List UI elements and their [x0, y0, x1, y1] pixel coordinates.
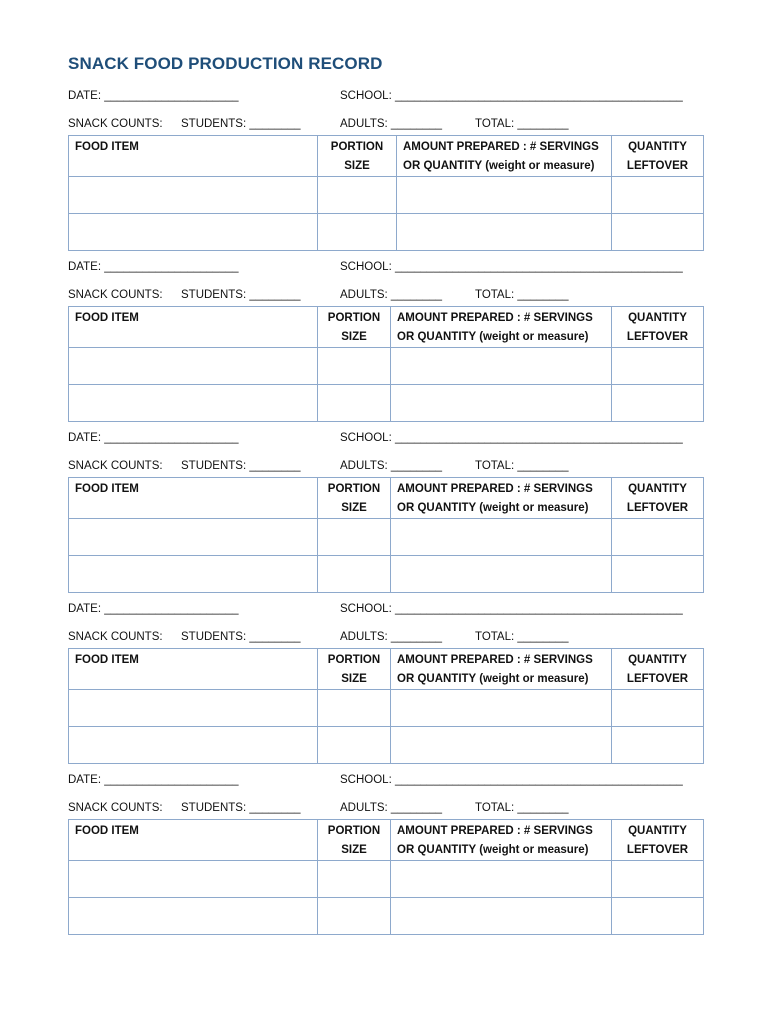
quantity-leftover-cell[interactable]	[612, 519, 704, 556]
production-table	[68, 135, 704, 251]
date-field[interactable]: DATE: _____________________	[68, 774, 239, 786]
food-item-header: FOOD ITEM	[69, 820, 318, 861]
portion-size-cell[interactable]	[318, 519, 391, 556]
food-item-header: FOOD ITEM	[69, 649, 318, 690]
production-table	[68, 477, 704, 593]
food-item-cell[interactable]	[69, 385, 318, 422]
students-field[interactable]: STUDENTS: ________	[181, 289, 301, 301]
food-item-cell[interactable]	[69, 177, 318, 214]
amount-prepared-header: AMOUNT PREPARED : # SERVINGS OR QUANTITY (weight or measure)	[391, 307, 612, 348]
portion-size-header: PORTION SIZE	[318, 820, 391, 861]
table-row	[69, 348, 704, 385]
total-field[interactable]: TOTAL: ________	[475, 631, 569, 643]
school-field[interactable]: SCHOOL: _____________________________________________	[340, 432, 683, 444]
portion-size-header: PORTION SIZE	[318, 136, 397, 177]
amount-prepared-cell[interactable]	[391, 348, 612, 385]
snack-counts-label: SNACK COUNTS:	[68, 118, 163, 130]
table-row	[69, 861, 704, 898]
table-row	[69, 898, 704, 935]
portion-size-cell[interactable]	[318, 690, 391, 727]
quantity-leftover-header: QUANTITY LEFTOVER	[612, 649, 704, 690]
total-field[interactable]: TOTAL: ________	[475, 118, 569, 130]
table-header-row	[69, 478, 704, 519]
quantity-leftover-cell[interactable]	[612, 214, 704, 251]
snack-counts-label: SNACK COUNTS:	[68, 460, 163, 472]
portion-size-header: PORTION SIZE	[318, 478, 391, 519]
quantity-leftover-cell[interactable]	[612, 348, 704, 385]
portion-size-cell[interactable]	[318, 177, 397, 214]
record-section	[0, 259, 770, 431]
quantity-leftover-cell[interactable]	[612, 690, 704, 727]
adults-field[interactable]: ADULTS: ________	[340, 460, 443, 472]
date-field[interactable]: DATE: _____________________	[68, 603, 239, 615]
quantity-leftover-cell[interactable]	[612, 727, 704, 764]
snack-counts-label: SNACK COUNTS:	[68, 802, 163, 814]
food-item-header: FOOD ITEM	[69, 307, 318, 348]
quantity-leftover-cell[interactable]	[612, 861, 704, 898]
students-field[interactable]: STUDENTS: ________	[181, 631, 301, 643]
table-row	[69, 727, 704, 764]
food-item-cell[interactable]	[69, 348, 318, 385]
school-field[interactable]: SCHOOL: _____________________________________________	[340, 603, 683, 615]
table-row	[69, 177, 704, 214]
production-table	[68, 819, 704, 935]
portion-size-cell[interactable]	[318, 556, 391, 593]
production-table	[68, 306, 704, 422]
table-header-row	[69, 307, 704, 348]
adults-field[interactable]: ADULTS: ________	[340, 802, 443, 814]
production-table	[68, 648, 704, 764]
portion-size-header: PORTION SIZE	[318, 649, 391, 690]
amount-prepared-cell[interactable]	[391, 861, 612, 898]
quantity-leftover-cell[interactable]	[612, 556, 704, 593]
school-field[interactable]: SCHOOL: _____________________________________________	[340, 90, 683, 102]
table-row	[69, 214, 704, 251]
date-field[interactable]: DATE: _____________________	[68, 432, 239, 444]
students-field[interactable]: STUDENTS: ________	[181, 118, 301, 130]
record-section	[0, 772, 770, 944]
table-row	[69, 385, 704, 422]
portion-size-cell[interactable]	[318, 727, 391, 764]
quantity-leftover-header: QUANTITY LEFTOVER	[612, 820, 704, 861]
food-item-header: FOOD ITEM	[69, 136, 318, 177]
table-header-row	[69, 820, 704, 861]
record-section	[0, 430, 770, 602]
food-item-cell[interactable]	[69, 690, 318, 727]
amount-prepared-header: AMOUNT PREPARED : # SERVINGS OR QUANTITY (weight or measure)	[391, 649, 612, 690]
amount-prepared-cell[interactable]	[391, 898, 612, 935]
amount-prepared-cell[interactable]	[391, 727, 612, 764]
food-item-cell[interactable]	[69, 519, 318, 556]
amount-prepared-cell[interactable]	[391, 385, 612, 422]
portion-size-cell[interactable]	[318, 385, 391, 422]
amount-prepared-header: AMOUNT PREPARED : # SERVINGS OR QUANTITY (weight or measure)	[391, 820, 612, 861]
amount-prepared-header: AMOUNT PREPARED : # SERVINGS OR QUANTITY (weight or measure)	[397, 136, 612, 177]
students-field[interactable]: STUDENTS: ________	[181, 460, 301, 472]
total-field[interactable]: TOTAL: ________	[475, 802, 569, 814]
quantity-leftover-cell[interactable]	[612, 385, 704, 422]
quantity-leftover-header: QUANTITY LEFTOVER	[612, 136, 704, 177]
total-field[interactable]: TOTAL: ________	[475, 460, 569, 472]
table-row	[69, 690, 704, 727]
portion-size-header: PORTION SIZE	[318, 307, 391, 348]
table-row	[69, 519, 704, 556]
portion-size-cell[interactable]	[318, 898, 391, 935]
record-section	[0, 88, 770, 260]
food-item-cell[interactable]	[69, 214, 318, 251]
portion-size-cell[interactable]	[318, 348, 391, 385]
table-header-row	[69, 649, 704, 690]
students-field[interactable]: STUDENTS: ________	[181, 802, 301, 814]
portion-size-cell[interactable]	[318, 861, 391, 898]
adults-field[interactable]: ADULTS: ________	[340, 289, 443, 301]
portion-size-cell[interactable]	[318, 214, 397, 251]
quantity-leftover-cell[interactable]	[612, 898, 704, 935]
food-item-cell[interactable]	[69, 556, 318, 593]
record-section	[0, 601, 770, 773]
snack-counts-label: SNACK COUNTS:	[68, 631, 163, 643]
amount-prepared-cell[interactable]	[397, 214, 612, 251]
table-row	[69, 556, 704, 593]
date-field[interactable]: DATE: _____________________	[68, 261, 239, 273]
food-item-cell[interactable]	[69, 727, 318, 764]
amount-prepared-cell[interactable]	[397, 177, 612, 214]
quantity-leftover-header: QUANTITY LEFTOVER	[612, 478, 704, 519]
food-item-header: FOOD ITEM	[69, 478, 318, 519]
food-item-cell[interactable]	[69, 861, 318, 898]
amount-prepared-cell[interactable]	[391, 519, 612, 556]
table-header-row	[69, 136, 704, 177]
amount-prepared-cell[interactable]	[391, 556, 612, 593]
amount-prepared-header: AMOUNT PREPARED : # SERVINGS OR QUANTITY (weight or measure)	[391, 478, 612, 519]
food-item-cell[interactable]	[69, 898, 318, 935]
date-field[interactable]: DATE: _____________________	[68, 90, 239, 102]
school-field[interactable]: SCHOOL: _____________________________________________	[340, 261, 683, 273]
quantity-leftover-header: QUANTITY LEFTOVER	[612, 307, 704, 348]
adults-field[interactable]: ADULTS: ________	[340, 631, 443, 643]
school-field[interactable]: SCHOOL: _____________________________________________	[340, 774, 683, 786]
adults-field[interactable]: ADULTS: ________	[340, 118, 443, 130]
amount-prepared-cell[interactable]	[391, 690, 612, 727]
snack-counts-label: SNACK COUNTS:	[68, 289, 163, 301]
page-title: SNACK FOOD PRODUCTION RECORD	[68, 54, 383, 73]
total-field[interactable]: TOTAL: ________	[475, 289, 569, 301]
quantity-leftover-cell[interactable]	[612, 177, 704, 214]
